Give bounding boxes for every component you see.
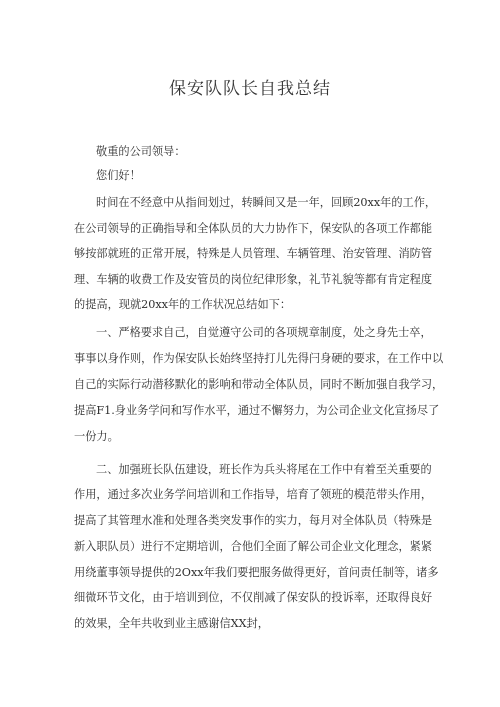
paragraph-line: 二、加强班长队伍建设，班长作为兵头将尾在工作中有着至关重要的 (96, 463, 432, 476)
paragraph-line: 用绕董事领导提供的2Oxx年我们要把服务做得更好，首问责任制等，诸多 (74, 566, 439, 579)
salutation: 敬重的公司领导： (96, 145, 186, 158)
paragraph-line: 够按部就班的正常开展，特殊是人员管理、车辆管理、治安管理、消防管 (74, 247, 433, 260)
paragraph-line: 理、车辆的收费工作及安管员的岗位纪律形象，礼节礼貌等都有肯定程度 (74, 273, 433, 286)
document-title: 保安队队长自我总结 (169, 79, 331, 99)
paragraph-line: 一份力。 (74, 430, 119, 443)
paragraph-line: 提高F1.身业务学问和写作水平，通过不懈努力，为公司企业文化宣扬尽了 (74, 404, 440, 417)
paragraph-line: 的提高，现就20xx年的工作状况总结如下： (74, 298, 292, 311)
paragraph-line: 事事以身作则，作为保安队长始终坚持打儿先得闩身硬的要求，在工作中以 (74, 352, 444, 365)
paragraph-line: 在公司领导的正确指导和全体队员的大力协作下，保安队的各项工作都能 (74, 222, 433, 235)
paragraph-line: 时间在不经意中从指间划过，转瞬间又是一年，回顾20xx年的工作， (96, 196, 437, 209)
paragraph-line: 自己的实际行动潜移默化的影响和带动全体队员，同时不断加强自我学习， (74, 378, 444, 391)
greeting: 您们好！ (96, 169, 141, 182)
paragraph-line: 作用，通过多次业务学问培训和工作指导，培育了领班的模范带头作用， (74, 488, 433, 501)
paragraph-line: 的效果，全年共收到业主感谢信XX封， (74, 617, 269, 630)
paragraph-line: 提高了其管理水准和处理各类突发事作的实力，每月对全体队员（特殊是 (74, 514, 433, 527)
paragraph-line: 细微环节文化，由于培训到位，不仅削减了保安队的投诉率，还取得良好 (74, 591, 433, 604)
paragraph-line: 新入职队员）进行不定期培训，合他们全面了解公司企业文化理念，紧紧 (74, 540, 433, 553)
paragraph-line: 一、严格要求自己，自觉遵守公司的各项规章制度，处之身先士卒， (96, 326, 432, 339)
